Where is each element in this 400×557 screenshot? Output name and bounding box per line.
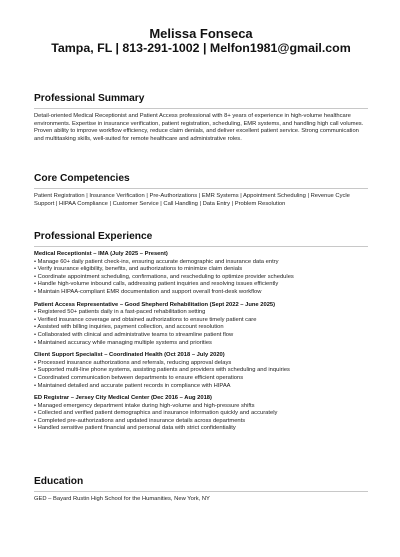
section-divider	[34, 491, 368, 492]
bullet-item: • Verify insurance eligibility, benefits, and authorizations to minimize claim denials	[34, 266, 368, 274]
education-text: GED – Bayard Rustin High School for the Humanities, New York, NY	[34, 496, 210, 502]
bullet-item: • Maintained detailed and accurate patient records in compliance with HIPAA	[34, 383, 368, 391]
section-professional-experience	[34, 231, 368, 438]
section-title: Education	[34, 476, 84, 487]
bullet-item: • Completed pre-authorizations and updated insurance details across departments	[34, 418, 368, 426]
job-bullets	[34, 259, 368, 297]
bullet-item: • Collected and verified patient demographics and insurance information quickly and accurately	[34, 410, 368, 418]
bullet-item: • Handled sensitive patient financial and personal data with strict confidentiality	[34, 425, 368, 433]
section-education	[34, 476, 368, 504]
job-entry	[34, 395, 368, 433]
job-entry	[34, 302, 368, 348]
section-title: Professional Summary	[34, 93, 145, 104]
section-title: Core Competencies	[34, 173, 130, 184]
job-bullets	[34, 309, 368, 347]
section-core-competencies	[34, 173, 368, 208]
candidate-name: Melissa Fonseca	[149, 26, 253, 41]
bullet-item: • Collaborated with clinical and administrative teams to streamline patient flow	[34, 332, 368, 340]
bullet-item: • Assisted with billing inquiries, payment collection, and account resolution	[34, 324, 368, 332]
job-title: Patient Access Representative – Good Shepherd Rehabilitation (Sept 2022 – June 2025)	[34, 301, 276, 308]
bullet-item: • Supported multi-line phone systems, assisting patients and providers with scheduling and inquiries	[34, 367, 368, 375]
bullet-item: • Coordinate appointment scheduling, confirmations, and rescheduling to optimize provider schedules	[34, 274, 368, 282]
bullet-item: • Maintained accuracy while managing multiple systems and priorities	[34, 340, 368, 348]
summary-text: Detail-oriented Medical Receptionist and Patient Access professional with 8+ years of experience in high-volume healthcare environments. Expertise in insurance verification, patient registration, scheduling, EMR systems, and handling high call volumes. Proven ability to improve workflow efficiency, reduce claim denials, and deliver excellent patient service. Strong communication and multitasking skills, well-suited for remote healthcare and administrative roles.	[34, 113, 364, 142]
job-bullets	[34, 403, 368, 433]
section-divider	[34, 246, 368, 247]
job-entry	[34, 251, 368, 297]
contact-line: Tampa, FL | 813-291-1002 | Melfon1981@gmail.com	[51, 41, 351, 55]
job-entry	[34, 352, 368, 390]
bullet-item: • Verified insurance coverage and obtained authorizations to ensure timely patient care	[34, 317, 368, 325]
bullet-item: • Manage 60+ daily patient check-ins, ensuring accurate demographic and insurance data entry	[34, 259, 368, 267]
job-title: Client Support Specialist – Coordinated Health (Oct 2018 – July 2020)	[34, 352, 225, 359]
competencies-text: Patient Registration | Insurance Verification | Pre-Authorizations | EMR Systems | Appointment Scheduling | Revenue Cycle Support | HIPAA Compliance | Customer Service | Call Handling | Data Entry | Problem Resolution	[34, 193, 350, 207]
bullet-item: • Managed emergency department intake during high-volume and high-pressure shifts	[34, 403, 368, 411]
bullet-item: • Coordinated communication between departments to ensure efficient operations	[34, 375, 368, 383]
job-title: Medical Receptionist – IMA (July 2025 – Present)	[34, 251, 168, 257]
job-bullets	[34, 360, 368, 390]
resume-header	[34, 26, 368, 56]
bullet-item: • Processed insurance authorizations and referrals, reducing approval delays	[34, 360, 368, 368]
section-title: Professional Experience	[34, 231, 153, 242]
section-divider	[34, 108, 368, 109]
section-professional-summary	[34, 93, 368, 143]
bullet-item: • Maintain HIPAA-compliant EMR documentation and support overall front-desk workflow	[34, 289, 368, 297]
job-title: ED Registrar – Jersey City Medical Center (Dec 2016 – Aug 2018)	[34, 395, 212, 402]
bullet-item: • Handle high-volume inbound calls, addressing patient inquiries and resolving issues efficiently	[34, 281, 368, 289]
bullet-item: • Registered 50+ patients daily in a fast-paced rehabilitation setting	[34, 309, 368, 317]
section-divider	[34, 188, 368, 189]
